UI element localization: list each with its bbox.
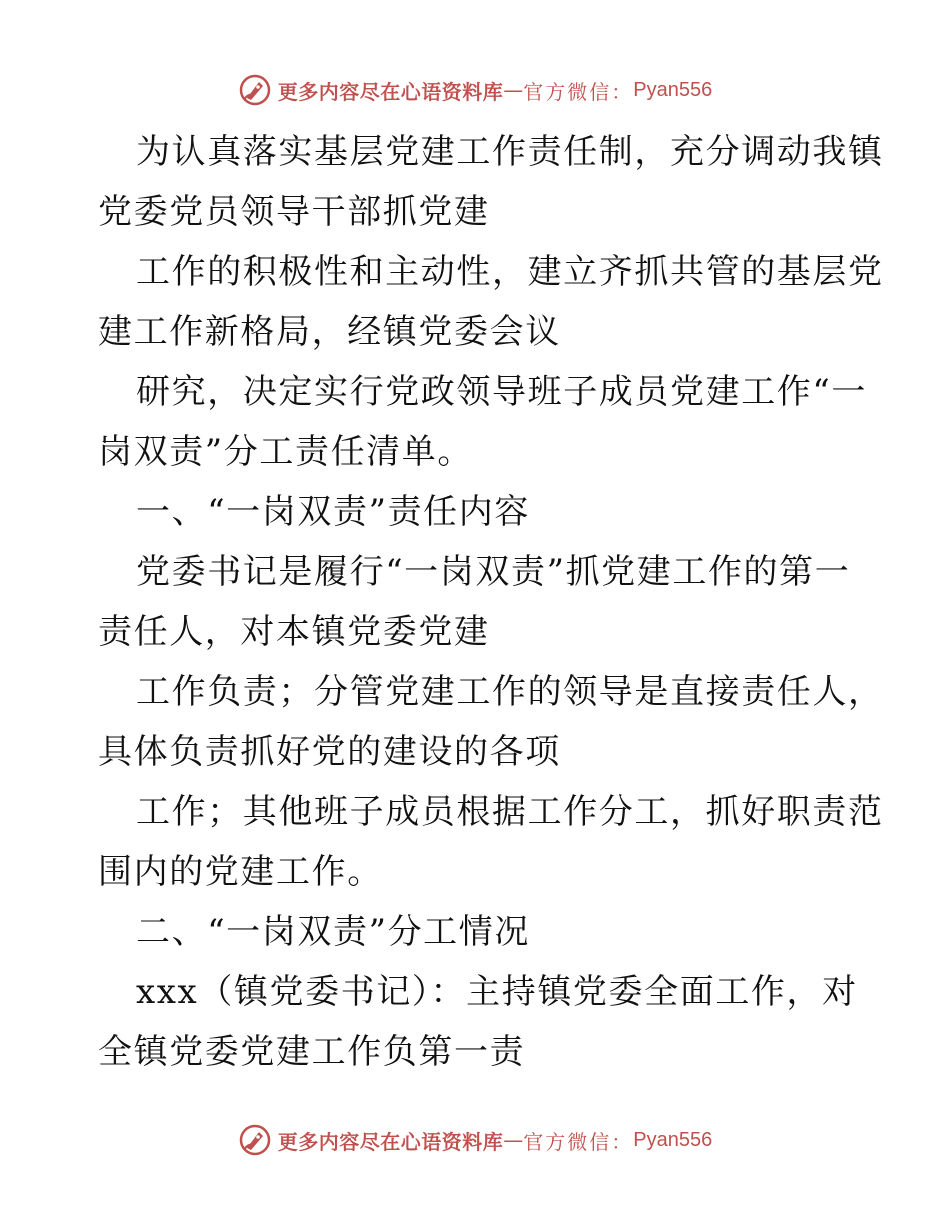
body-line: 党委党员领导干部抓党建 xyxy=(98,192,490,232)
header-banner xyxy=(0,70,950,110)
banner-wechat-id: Pyan556 xyxy=(633,78,713,101)
body-line: 岗双责”分工责任清单。 xyxy=(98,432,473,472)
body-line: 建工作新格局，经镇党委会议 xyxy=(98,312,561,352)
body-line: 党委书记是履行“一岗双责”抓党建工作的第一 xyxy=(136,552,851,592)
body-line: 围内的党建工作。 xyxy=(98,852,383,892)
banner-title: 更多内容尽在心语资料库 xyxy=(277,79,504,104)
pen-nib-icon xyxy=(238,1123,272,1157)
body-line: 为认真落实基层党建工作责任制，充分调动我镇 xyxy=(136,132,884,172)
body-line: 具体负责抓好党的建设的各项 xyxy=(98,732,561,772)
body-line: 二、“一岗双责”分工情况 xyxy=(136,912,530,952)
body-line: xxx（镇党委书记）：主持镇党委全面工作，对 xyxy=(136,972,858,1012)
document-body xyxy=(98,122,884,1082)
body-line: 全镇党委党建工作负第一责 xyxy=(98,1032,526,1072)
footer-banner xyxy=(0,1120,950,1160)
banner-wechat-id: Pyan556 xyxy=(633,1128,713,1151)
banner-separator: — xyxy=(503,78,524,102)
body-line: 工作的积极性和主动性，建立齐抓共管的基层党 xyxy=(136,252,884,292)
body-line: 研究，决定实行党政领导班子成员党建工作“一 xyxy=(136,372,867,412)
banner-wechat-label: 官方微信： xyxy=(523,79,634,104)
body-line: 工作负责；分管党建工作的领导是直接责任人， xyxy=(136,672,884,712)
body-line: 一、“一岗双责”责任内容 xyxy=(136,492,530,532)
body-line: 责任人，对本镇党委党建 xyxy=(98,612,490,652)
pen-nib-icon xyxy=(238,73,272,107)
banner-wechat-label: 官方微信： xyxy=(523,1129,634,1154)
banner-title: 更多内容尽在心语资料库 xyxy=(277,1129,504,1154)
banner-separator: — xyxy=(503,1128,524,1152)
body-line: 工作；其他班子成员根据工作分工，抓好职责范 xyxy=(136,792,884,832)
